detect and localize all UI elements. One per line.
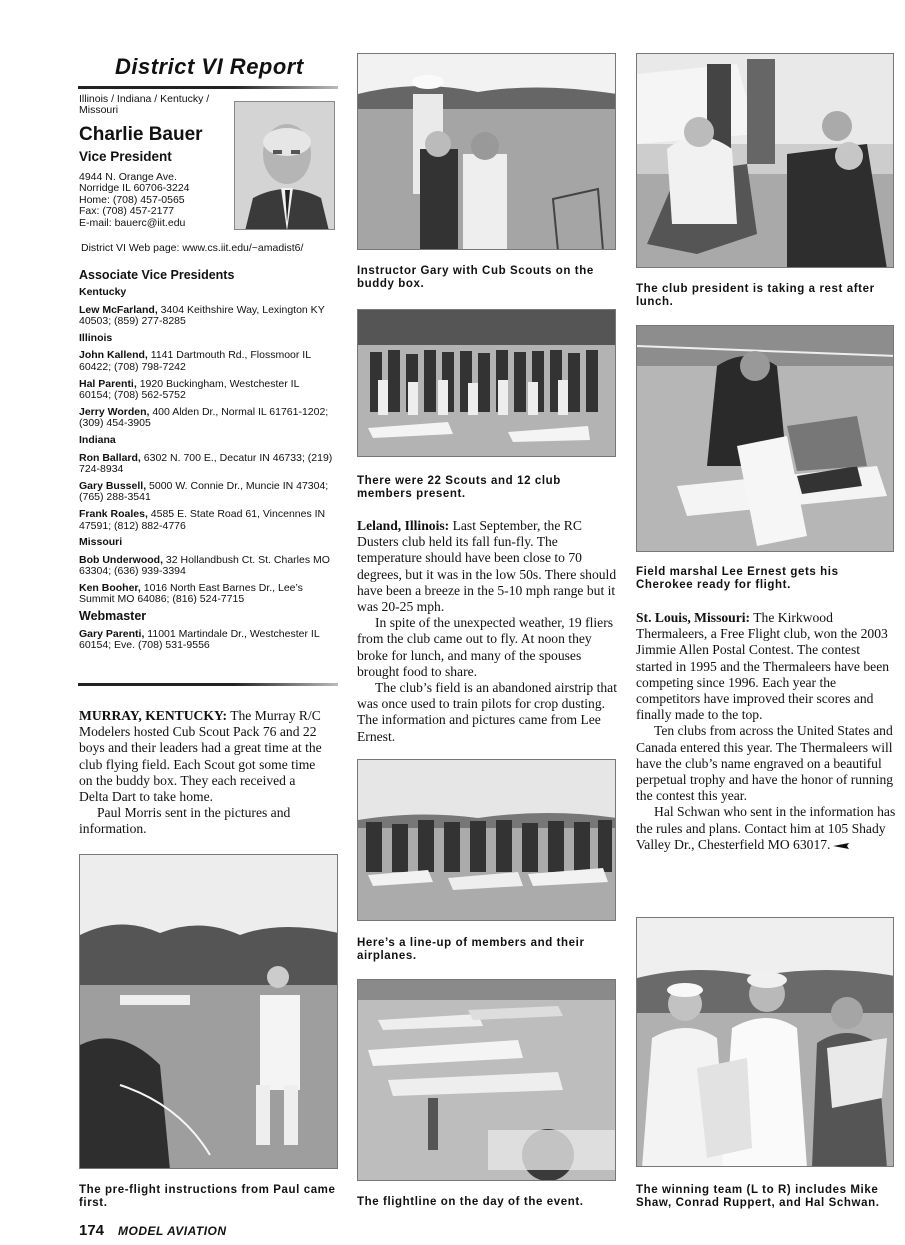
avp-person-info: 11001 Martindale Dr., Westchester IL 60154; Eve. (708) 531-9556 [79, 627, 320, 652]
vp-name: Charlie Bauer [79, 124, 203, 145]
state-heading: Indiana [79, 433, 116, 446]
avp-entry [79, 555, 334, 578]
article-paragraph: The Murray R/C Modelers hosted Cub Scout Pack 76 and 22 boys and their leaders had a great time at the club flying field. Each Scout got some time on the buddy box. They each received a Delta Dart to take home. [79, 708, 322, 805]
avp-person-info: 1016 North East Barnes Dr., Lee’s Summit MO 64086; (816) 524-7715 [79, 581, 303, 606]
article-leland [357, 518, 619, 745]
avp-heading: Associate Vice Presidents [79, 268, 235, 282]
photo-caption: There were 22 Scouts and 12 club members present. [357, 475, 561, 500]
vp-role: Vice President [79, 149, 172, 164]
avp-person-info: 3404 Keithshire Way, Lexington KY 40503; (859) 277-8285 [79, 303, 325, 328]
district-web-page[interactable]: District VI Web page: www.cs.iit.edu/~amadist6/ [81, 242, 304, 254]
article-stlouis [636, 610, 898, 853]
title-rule [78, 86, 338, 89]
vp-email[interactable]: E-mail: bauerc@iit.edu [79, 216, 186, 229]
photo-instructor-gary [357, 53, 616, 250]
photo-winning-team [636, 917, 894, 1167]
article-paragraph: Hal Schwan who sent in the information has the rules and plans. Contact him at 105 Shady Valley Dr., Chesterfield MO 63017. [636, 804, 896, 852]
photo-caption: Field marshal Lee Ernest gets his Cherokee ready for flight. [636, 566, 839, 591]
article-lead: Leland, Illinois: [357, 518, 450, 533]
avp-entry [79, 407, 334, 430]
photo-caption: Here’s a line-up of members and their airplanes. [357, 937, 585, 962]
state-heading: Kentucky [79, 286, 127, 298]
photo-flightline [357, 979, 616, 1181]
article-paragraph: Last September, the RC Dusters club held its fall fun-fly. The temperature should have been close to 70 degrees, but it was in the low 50s. There should have been a breeze in the 5-10 mph range but it was 20-25 mph. [357, 518, 617, 615]
ama-end-mark-icon [833, 842, 849, 850]
state-heading: Illinois [79, 331, 113, 344]
photo-field-marshal [636, 325, 894, 552]
avp-person-name: Gary Bussell, [79, 479, 147, 492]
avp-person-info: 1141 Dartmouth Rd., Flossmoor IL 60422; (708) 798-7242 [79, 349, 311, 373]
avp-person-name: Frank Roales, [79, 507, 148, 520]
avp-entry [79, 481, 334, 504]
article-lead: St. Louis, Missouri: [636, 610, 751, 625]
photo-caption: The pre-flight instructions from Paul came first. [79, 1184, 336, 1209]
webmaster-heading: Webmaster [79, 609, 147, 624]
magazine-name: MODEL AVIATION [118, 1224, 227, 1238]
vp-address-line: Norridge IL 60706-3224 [79, 182, 190, 195]
vp-portrait-photo [234, 101, 335, 230]
avp-entry [79, 305, 334, 328]
article-paragraph: In spite of the unexpected weather, 19 fliers from the club came out to fly. At noon they broke for lunch, and many of the spouses brought food to share. [357, 615, 614, 679]
avp-list [79, 287, 334, 657]
article-paragraph: The Kirkwood Thermaleers, a Free Flight club, won the 2003 Jimmie Allen Postal Contest. The contest started in 1995 and the Thermaleers have been competing since 1996. Each year the competitors have improved their scores and finally made to the top. [636, 610, 890, 723]
avp-entry [79, 350, 334, 373]
vp-phone: Home: (708) 457-0565 [79, 193, 185, 206]
photo-club-president [636, 53, 894, 268]
vp-address-line: 4944 N. Orange Ave. [79, 171, 177, 183]
article-paragraph: Paul Morris sent in the pictures and information. [79, 805, 291, 837]
avp-person-info: 5000 W. Connie Dr., Muncie IN 47304; (765) 288-3541 [79, 479, 329, 504]
avp-entry [79, 453, 334, 476]
vp-address [79, 172, 190, 229]
photo-caption: The winning team (L to R) includes Mike Shaw, Conrad Ruppert, and Hal Schwan. [636, 1184, 880, 1209]
avp-person-name: Lew McFarland, [79, 303, 158, 316]
vp-fax: Fax: (708) 457-2177 [79, 205, 175, 218]
avp-person-info: 4585 E. State Road 61, Vincennes IN 47591; (812) 882-4776 [79, 507, 326, 532]
photo-preflight-instructions [79, 854, 338, 1169]
article-paragraph: The club’s field is an abandoned airstrip that was once used to train pilots for crop dusting. The information and pictures came from Lee Ernest. [357, 680, 617, 744]
avp-entry [79, 509, 334, 532]
avp-person-name: Jerry Worden, [79, 405, 150, 418]
avp-person-info: 400 Alden Dr., Normal IL 61761-1202; (309) 454-3905 [79, 405, 329, 430]
avp-person-name: Bob Underwood, [79, 553, 163, 566]
photo-caption: Instructor Gary with Cub Scouts on the buddy box. [357, 265, 594, 290]
district-states: Illinois / Indiana / Kentucky / Missouri [79, 93, 210, 116]
photo-lineup [357, 759, 616, 921]
state-heading: Missouri [79, 536, 123, 549]
photo-scouts-group [357, 309, 616, 457]
avp-person-name: Hal Parenti, [79, 377, 137, 390]
avp-person-name: John Kallend, [79, 349, 148, 362]
avp-person-info: 6302 N. 700 E., Decatur IN 46733; (219) 724-8934 [79, 451, 333, 476]
avp-entry [79, 583, 334, 606]
article-paragraph: Ten clubs from across the United States and Canada entered this year. The Thermaleers will have the club’s name engraved on a beautiful perpetual trophy and have the honor of running the contest this year. [636, 723, 894, 804]
avp-person-name: Ron Ballard, [79, 451, 141, 464]
avp-person-info: 1920 Buckingham, Westchester IL 60154; (708) 562-5752 [79, 377, 300, 402]
article-lead: MURRAY, KENTUCKY: [79, 708, 228, 723]
avp-person-name: Ken Booher, [79, 581, 141, 594]
avp-entry [79, 379, 334, 402]
avp-entry [79, 629, 334, 652]
page-number: 174 [79, 1222, 105, 1239]
avp-person-info: 32 Hollandbush Ct. St. Charles MO 63304; (636) 939-3394 [79, 553, 330, 578]
photo-caption: The flightline on the day of the event. [357, 1196, 584, 1208]
page-title: District VI Report [115, 54, 304, 79]
avp-person-name: Gary Parenti, [79, 627, 145, 640]
photo-caption: The club president is taking a rest after lunch. [636, 283, 875, 308]
section-rule [78, 683, 338, 686]
article-murray [79, 708, 325, 838]
